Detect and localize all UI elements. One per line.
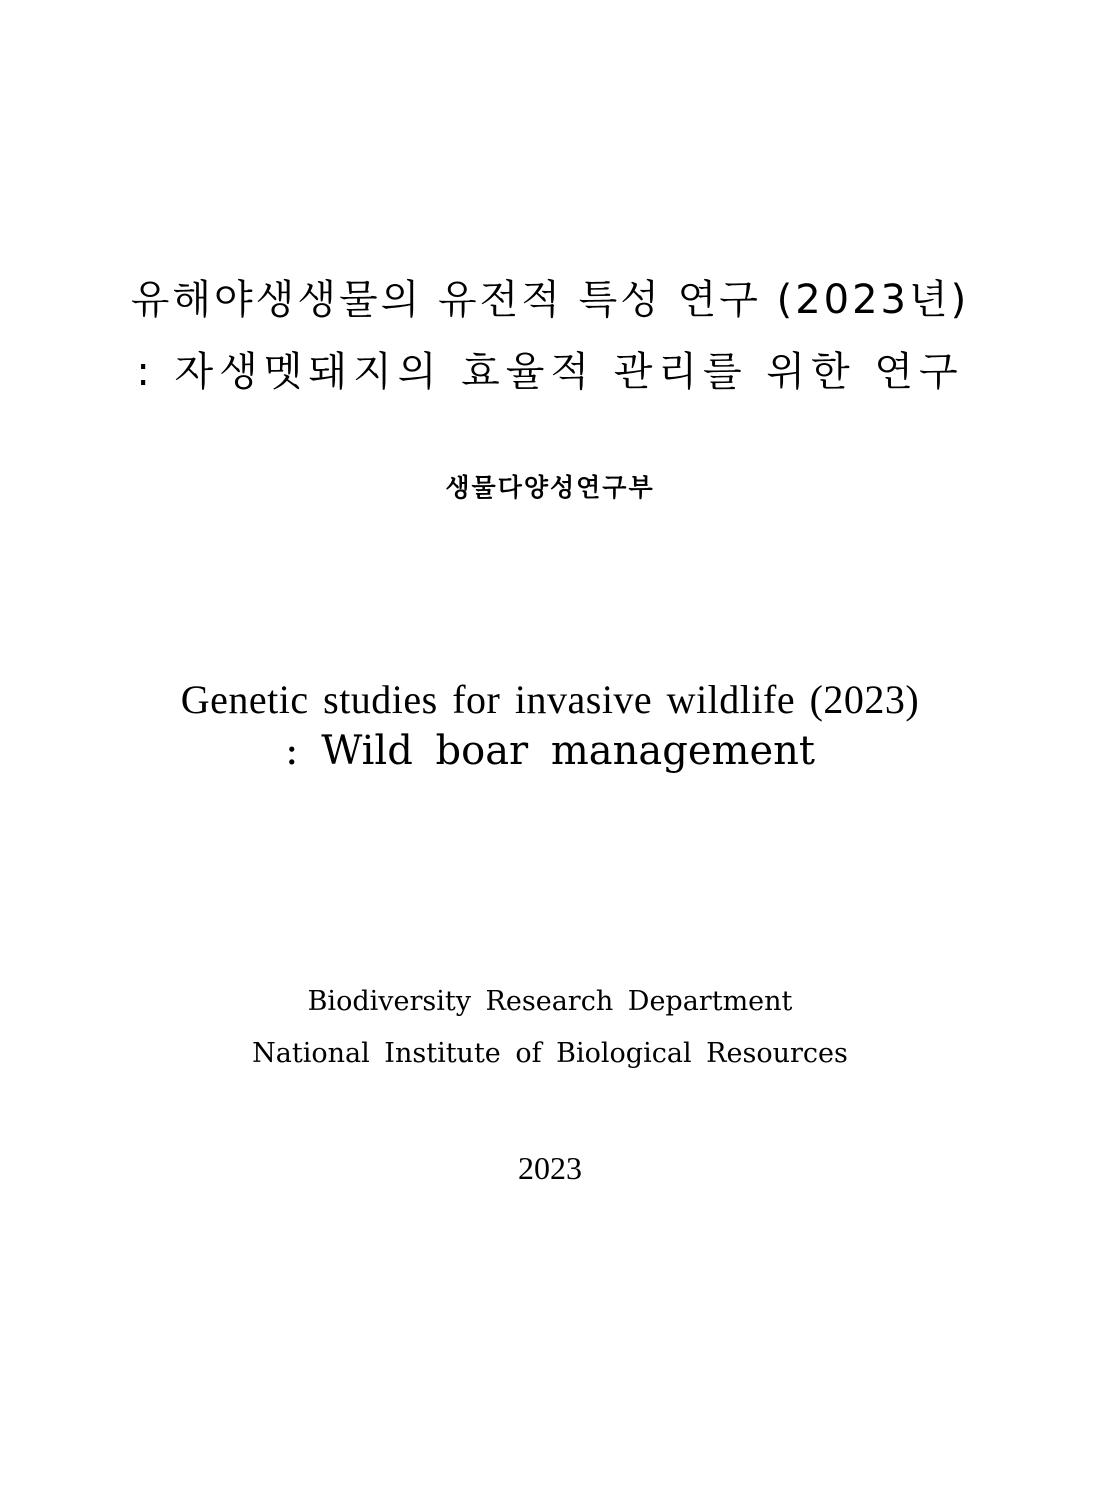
english-title-line-1: Genetic studies for invasive wildlife (2023) [180,677,920,722]
english-institute: National Institute of Biological Resources [252,1038,848,1069]
korean-title-line-2: : 자생멧돼지의 효율적 관리를 위한 연구 [136,349,964,395]
english-title-line-2: : Wild boar management [285,728,815,774]
english-department: Biodiversity Research Department [307,986,793,1017]
korean-department: 생물다양성연구부 [445,473,655,502]
korean-title-line-1: 유해야생생물의 유전적 특성 연구 (2023년) [130,277,970,323]
publication-year: 2023 [518,1150,582,1186]
